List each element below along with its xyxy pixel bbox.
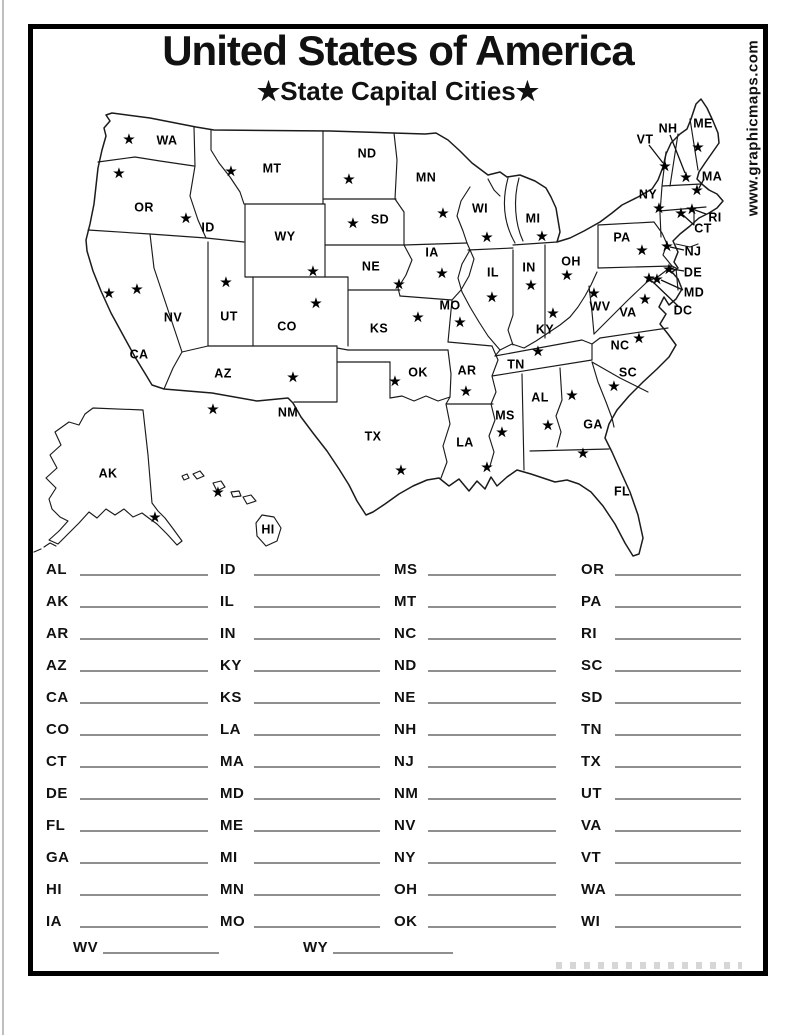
worksheet-row-tx [581, 745, 741, 777]
state-label-ut: UT [220, 309, 238, 324]
worksheet-row-ct [46, 745, 208, 777]
state-label-nh: NH [658, 121, 678, 136]
worksheet-row-wa [581, 873, 741, 905]
state-label-hi: HI [261, 522, 275, 537]
answer-blank-tx[interactable] [615, 766, 741, 768]
state-abbr-tn: TN [581, 720, 602, 738]
capital-star-icon-nc: ★ [633, 330, 645, 346]
answer-blank-ga[interactable] [80, 862, 208, 864]
answer-blank-ny[interactable] [428, 862, 556, 864]
state-abbr-pa: PA [581, 592, 602, 610]
capital-star-icon-tx: ★ [395, 462, 407, 478]
state-abbr-mn: MN [220, 880, 245, 898]
worksheet-row-oh [394, 873, 556, 905]
answer-blank-ct[interactable] [80, 766, 208, 768]
state-label-mi: MI [525, 211, 541, 226]
state-abbr-ia: IA [46, 912, 62, 930]
answer-blank-nh[interactable] [428, 734, 556, 736]
state-label-in: IN [522, 260, 536, 275]
worksheet-row-co [46, 713, 208, 745]
state-label-ne: NE [361, 259, 381, 274]
worksheet-row-nv [394, 809, 556, 841]
capital-star-icon-il: ★ [486, 289, 498, 305]
state-label-wa: WA [156, 133, 178, 148]
capital-star-icon-or: ★ [113, 165, 125, 181]
worksheet-row-or [581, 553, 741, 585]
answer-blank-mt[interactable] [428, 606, 556, 608]
answer-blank-hi[interactable] [80, 894, 208, 896]
answer-blank-tn[interactable] [615, 734, 741, 736]
answer-blank-nv[interactable] [428, 830, 556, 832]
worksheet-column-4 [581, 553, 741, 937]
state-abbr-nj: NJ [394, 752, 415, 770]
capital-star-icon-sd: ★ [347, 215, 359, 231]
worksheet-column-1 [46, 553, 208, 937]
state-label-al: AL [531, 390, 549, 405]
answer-blank-md[interactable] [254, 798, 380, 800]
answer-blank-de[interactable] [80, 798, 208, 800]
worksheet-row-wv [73, 932, 219, 962]
capital-star-icon-ga: ★ [566, 387, 578, 403]
answer-blank-wa[interactable] [615, 894, 741, 896]
worksheet-row-ca [46, 681, 208, 713]
worksheet-row-nm [394, 777, 556, 809]
state-abbr-il: IL [220, 592, 235, 610]
capital-star-icon-id: ★ [180, 210, 192, 226]
state-label-il: IL [487, 265, 499, 280]
answer-blank-vt[interactable] [615, 862, 741, 864]
state-label-ny: NY [638, 187, 658, 202]
state-label-wv: WV [589, 299, 611, 314]
worksheet-row-mt [394, 585, 556, 617]
state-label-or: OR [134, 200, 154, 215]
worksheet-row-ri [581, 617, 741, 649]
state-label-ak: AK [98, 466, 118, 481]
capital-star-icon-sc: ★ [608, 378, 620, 394]
capital-star-icon-mi: ★ [536, 228, 548, 244]
answer-blank-oh[interactable] [428, 894, 556, 896]
worksheet-row-in [220, 617, 380, 649]
state-label-wi: WI [471, 201, 489, 216]
answer-blank-fl[interactable] [80, 830, 208, 832]
state-label-oh: OH [561, 254, 581, 269]
answer-blank-ri[interactable] [615, 638, 741, 640]
capital-star-icon-co: ★ [310, 295, 322, 311]
answer-blank-wi[interactable] [615, 926, 741, 928]
state-abbr-ri: RI [581, 624, 597, 642]
answer-blank-mo[interactable] [254, 926, 380, 928]
capital-star-icon-ak: ★ [149, 509, 161, 525]
worksheet-row-tn [581, 713, 741, 745]
answer-blank-ca[interactable] [80, 702, 208, 704]
answer-blank-nc[interactable] [428, 638, 556, 640]
state-abbr-mt: MT [394, 592, 417, 610]
answer-blank-ms[interactable] [428, 574, 556, 576]
state-abbr-la: LA [220, 720, 241, 738]
state-abbr-wi: WI [581, 912, 601, 930]
capital-star-icon-fl: ★ [577, 445, 589, 461]
capital-star-icon-hi: ★ [212, 484, 224, 500]
state-label-ri: RI [708, 210, 722, 225]
state-abbr-wa: WA [581, 880, 607, 898]
state-label-pa: PA [613, 230, 631, 245]
capital-star-icon-wa: ★ [123, 131, 135, 147]
worksheet-row-de [46, 777, 208, 809]
state-label-ar: AR [457, 363, 477, 378]
worksheet-row-hi [46, 873, 208, 905]
answer-blank-mi[interactable] [254, 862, 380, 864]
state-abbr-oh: OH [394, 880, 418, 898]
state-abbr-ca: CA [46, 688, 69, 706]
state-abbr-ks: KS [220, 688, 242, 706]
capital-star-icon-tn: ★ [532, 343, 544, 359]
capital-star-icon-ne: ★ [393, 276, 405, 292]
capital-star-icon-nh: ★ [680, 169, 692, 185]
state-label-fl: FL [613, 484, 631, 499]
answer-blank-pa[interactable] [615, 606, 741, 608]
answer-blank-or[interactable] [615, 574, 741, 576]
state-label-la: LA [456, 435, 474, 450]
answer-blank-ut[interactable] [615, 798, 741, 800]
state-label-md: MD [683, 285, 705, 300]
worksheet-row-wy [303, 932, 453, 962]
worksheet-row-nc [394, 617, 556, 649]
state-abbr-co: CO [46, 720, 70, 738]
state-label-mo: MO [439, 298, 461, 313]
worksheet-row-va [581, 809, 741, 841]
capital-star-icon-md: ★ [651, 271, 663, 287]
capital-star-icon-wy: ★ [307, 263, 319, 279]
state-abbr-mo: MO [220, 912, 246, 930]
state-label-ok: OK [408, 365, 428, 380]
state-label-me: ME [693, 116, 713, 131]
state-abbr-vt: VT [581, 848, 602, 866]
state-label-nj: NJ [684, 244, 702, 259]
capital-star-icon-va: ★ [639, 291, 651, 307]
state-label-nc: NC [610, 338, 630, 353]
state-label-id: ID [201, 220, 215, 235]
worksheet-row-ne [394, 681, 556, 713]
worksheet-row-mi [220, 841, 380, 873]
capital-star-icon-mn: ★ [437, 205, 449, 221]
answer-blank-wv[interactable] [103, 952, 219, 954]
state-label-ga: GA [583, 417, 603, 432]
worksheet-row-ga [46, 841, 208, 873]
state-label-tx: TX [364, 429, 382, 444]
capital-star-icon-in: ★ [525, 277, 537, 293]
footer-watermark-smudge [556, 962, 742, 969]
state-abbr-va: VA [581, 816, 602, 834]
answer-blank-ak[interactable] [80, 606, 208, 608]
worksheet-row-me [220, 809, 380, 841]
answer-blank-me[interactable] [254, 830, 380, 832]
capital-star-icon-ca: ★ [103, 285, 115, 301]
state-abbr-ms: MS [394, 560, 418, 578]
capital-star-icon-la: ★ [481, 459, 493, 475]
state-abbr-sc: SC [581, 656, 603, 674]
worksheet-row-ak [46, 585, 208, 617]
answer-blank-id[interactable] [254, 574, 380, 576]
answer-blank-il[interactable] [254, 606, 380, 608]
worksheet-bottom-row [0, 932, 800, 962]
capital-star-icon-vt: ★ [659, 158, 671, 174]
answer-blank-az[interactable] [80, 670, 208, 672]
worksheet-row-ky [220, 649, 380, 681]
capital-star-icon-mo: ★ [454, 314, 466, 330]
state-abbr-ny: NY [394, 848, 416, 866]
answer-blank-wy[interactable] [333, 952, 453, 954]
state-abbr-al: AL [46, 560, 67, 578]
worksheet-row-nj [394, 745, 556, 777]
answer-blank-ne[interactable] [428, 702, 556, 704]
answer-blank-la[interactable] [254, 734, 380, 736]
worksheet-row-vt [581, 841, 741, 873]
state-label-co: CO [277, 319, 297, 334]
answer-blank-ks[interactable] [254, 702, 380, 704]
state-label-nd: ND [357, 146, 377, 161]
worksheet-row-sd [581, 681, 741, 713]
capital-star-icon-me: ★ [692, 139, 704, 155]
capital-star-icon-nj: ★ [661, 238, 673, 254]
worksheet-row-mn [220, 873, 380, 905]
state-label-va: VA [619, 305, 637, 320]
state-label-ia: IA [425, 245, 439, 260]
state-label-ms: MS [495, 408, 515, 423]
worksheet-row-ma [220, 745, 380, 777]
worksheet-column-2 [220, 553, 380, 937]
answer-blank-co[interactable] [80, 734, 208, 736]
answer-blank-ia[interactable] [80, 926, 208, 928]
capital-star-icon-de: ★ [663, 261, 675, 277]
state-label-mt: MT [262, 161, 282, 176]
answer-blank-ky[interactable] [254, 670, 380, 672]
capital-star-icon-ms: ★ [496, 424, 508, 440]
state-abbr-ma: MA [220, 752, 245, 770]
state-label-sc: SC [618, 365, 638, 380]
state-abbr-id: ID [220, 560, 236, 578]
answer-blank-sd[interactable] [615, 702, 741, 704]
capital-star-icon-mt: ★ [225, 163, 237, 179]
state-abbr-ar: AR [46, 624, 69, 642]
state-abbr-de: DE [46, 784, 68, 802]
worksheet-row-ar [46, 617, 208, 649]
state-abbr-md: MD [220, 784, 245, 802]
answer-blank-sc[interactable] [615, 670, 741, 672]
capital-star-icon-ut: ★ [220, 274, 232, 290]
capital-star-icon-ok: ★ [389, 373, 401, 389]
state-abbr-or: OR [581, 560, 605, 578]
website-watermark: www.graphicmaps.com [744, 39, 762, 217]
capital-star-icon-wi: ★ [481, 229, 493, 245]
worksheet-row-az [46, 649, 208, 681]
answer-blank-al[interactable] [80, 574, 208, 576]
answer-blank-ar[interactable] [80, 638, 208, 640]
worksheet-row-id [220, 553, 380, 585]
capital-star-icon-al: ★ [542, 417, 554, 433]
state-abbr-ok: OK [394, 912, 418, 930]
worksheet-row-fl [46, 809, 208, 841]
state-label-dc: DC [673, 303, 693, 318]
state-label-vt: VT [636, 132, 654, 147]
state-abbr-ky: KY [220, 656, 242, 674]
state-label-nm: NM [277, 405, 299, 420]
state-label-az: AZ [214, 366, 232, 381]
state-label-mn: MN [415, 170, 437, 185]
state-label-ks: KS [369, 321, 389, 336]
state-abbr-nc: NC [394, 624, 417, 642]
page-title: United States of America [162, 27, 634, 74]
worksheet-row-nd [394, 649, 556, 681]
state-abbr-nv: NV [394, 816, 416, 834]
state-label-nv: NV [163, 310, 183, 325]
capital-star-icon-ma: ★ [691, 182, 703, 198]
worksheet-row-sc [581, 649, 741, 681]
state-label-ct: CT [694, 221, 712, 236]
page-subtitle: ★State Capital Cities★ [256, 76, 540, 106]
capital-star-icon-oh: ★ [561, 267, 573, 283]
worksheet-row-ms [394, 553, 556, 585]
state-abbr-az: AZ [46, 656, 67, 674]
state-label-ca: CA [129, 347, 149, 362]
state-abbr-ut: UT [581, 784, 602, 802]
capital-star-icon-nv: ★ [131, 281, 143, 297]
answer-blank-va[interactable] [615, 830, 741, 832]
answer-blank-in[interactable] [254, 638, 380, 640]
state-label-tn: TN [507, 357, 525, 372]
worksheet-row-md [220, 777, 380, 809]
state-label-wy: WY [274, 229, 296, 244]
state-label-ma: MA [701, 169, 723, 184]
state-abbr-fl: FL [46, 816, 66, 834]
state-abbr-wv: WV [73, 938, 99, 956]
worksheet-row-ut [581, 777, 741, 809]
capital-star-icon-ri: ★ [686, 201, 698, 217]
capital-star-icon-ct: ★ [675, 205, 687, 221]
state-abbr-sd: SD [581, 688, 603, 706]
worksheet-row-nh [394, 713, 556, 745]
state-abbr-me: ME [220, 816, 244, 834]
state-abbr-in: IN [220, 624, 236, 642]
state-abbr-nh: NH [394, 720, 417, 738]
state-abbr-nm: NM [394, 784, 419, 802]
answer-blank-nd[interactable] [428, 670, 556, 672]
worksheet-row-il [220, 585, 380, 617]
capital-star-icon-wv: ★ [588, 285, 600, 301]
capital-star-icon-nm: ★ [287, 369, 299, 385]
answer-blank-ma[interactable] [254, 766, 380, 768]
worksheet-row-la [220, 713, 380, 745]
state-abbr-ne: NE [394, 688, 416, 706]
worksheet-row-pa [581, 585, 741, 617]
state-abbr-hi: HI [46, 880, 62, 898]
capital-star-icon-ny: ★ [653, 200, 665, 216]
state-label-de: DE [683, 265, 703, 280]
capital-star-icon-ar: ★ [460, 383, 472, 399]
answer-blank-mn[interactable] [254, 894, 380, 896]
capital-star-icon-ks: ★ [412, 309, 424, 325]
state-abbr-wy: WY [303, 938, 329, 956]
answer-blank-nm[interactable] [428, 798, 556, 800]
capital-star-icon-dc: ★ [643, 270, 655, 286]
state-abbr-mi: MI [220, 848, 238, 866]
worksheet-row-ny [394, 841, 556, 873]
capital-star-icon-pa: ★ [636, 242, 648, 258]
capital-star-icon-ia: ★ [436, 265, 448, 281]
worksheet-column-3 [394, 553, 556, 937]
state-abbr-nd: ND [394, 656, 417, 674]
answer-blank-ok[interactable] [428, 926, 556, 928]
capital-star-icon-nd: ★ [343, 171, 355, 187]
worksheet-row-al [46, 553, 208, 585]
state-label-sd: SD [370, 212, 390, 227]
state-abbr-ct: CT [46, 752, 67, 770]
state-abbr-ga: GA [46, 848, 70, 866]
worksheet-row-ks [220, 681, 380, 713]
state-label-ky: KY [535, 322, 555, 337]
state-abbr-tx: TX [581, 752, 602, 770]
answer-blank-nj[interactable] [428, 766, 556, 768]
state-abbr-ak: AK [46, 592, 69, 610]
capital-star-icon-ky: ★ [547, 305, 559, 321]
capital-star-icon-az: ★ [207, 401, 219, 417]
